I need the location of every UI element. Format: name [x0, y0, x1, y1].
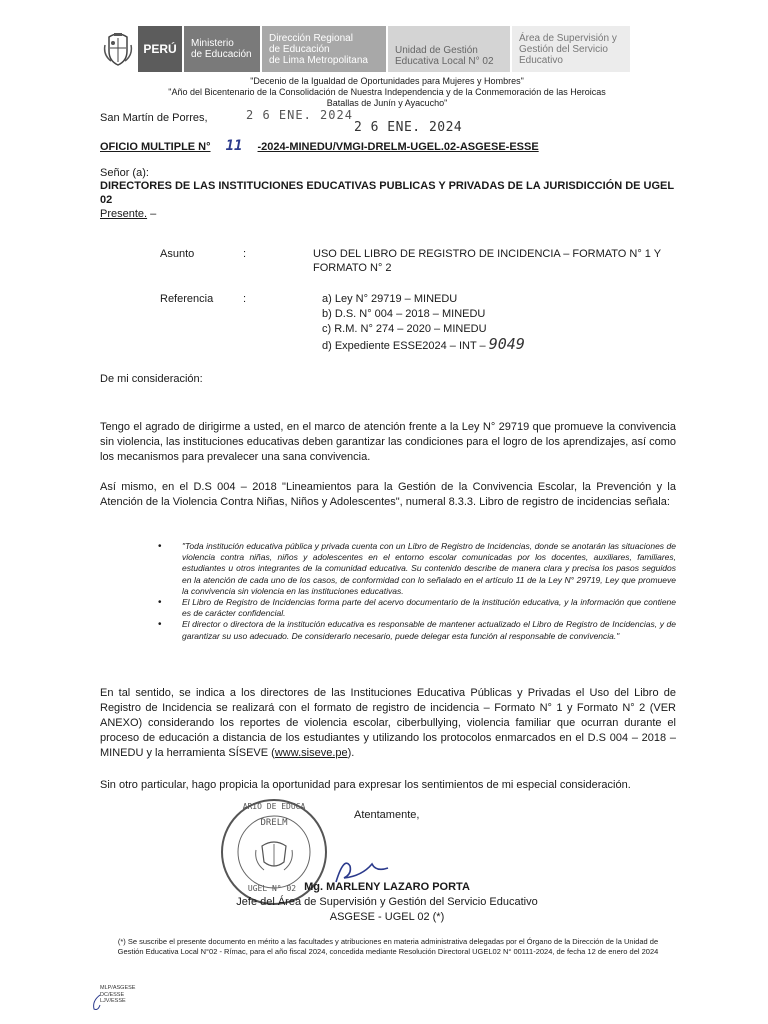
closing: Atentamente,: [354, 809, 420, 821]
asunto-colon: :: [243, 248, 247, 260]
date-stamp: 2 6 ENE. 2024: [354, 120, 463, 135]
asunto-label: Asunto: [160, 248, 195, 260]
peru-block: PERÚ: [136, 26, 182, 72]
seal-mid-text: DRELM: [260, 818, 288, 828]
signer-role: Jefe del Área de Supervisión y Gestión del Servicio Educativo: [236, 896, 538, 908]
paragraph-1: Tengo el agrado de dirigirme a usted, en el marco de atención frente a la Ley N° 29719 que promueve la convivencia sin violencia, las instituciones educativas deben garantizar las condiciones para el logro de los aprendizajes, así como los mecanismos para prevalecer una sana convivencia.: [100, 421, 676, 463]
quote-item: • "Toda institución educativa pública y privada cuenta con un Libro de Registro de Incidencias, donde se anotarán las situaciones de violencia contra niñas, niños y adolescentes en el entorno escolar comunicadas por los docentes, auxiliares, familiares, estudiantes u otros integrantes de la comunidad educativa. Su contenido describe de manera clara y precisa los pasos seguidos en la atención de cada uno de los casos, de conformidad con lo señalado en el artículo 11 de la Ley N° 29719, Ley que promueve la convivencia sin violencia en las instituciones educativas.: [182, 541, 676, 597]
quoted-guidelines: [182, 541, 676, 642]
seal-bottom-text: UGEL N° 02: [247, 884, 297, 893]
anio-text: "Año del Bicentenario de la Consolidación de Nuestra Independencia y de la Conmemoración de las Heroicas Batallas de Junín y Ayacucho": [168, 87, 606, 108]
presente: Presente. –: [100, 208, 157, 220]
seal-top-text: ARIO DE EDUCA: [242, 802, 306, 811]
decenio-text: "Decenio de la Igualdad de Oportunidades para Mujeres y Hombres": [250, 76, 524, 86]
initials: MLP/ASGESE DC/ESSE LJV/ESSE: [100, 985, 136, 1004]
oficio-prefix: OFICIO MULTIPLE N°: [100, 141, 211, 153]
coat-of-arms-icon: [100, 26, 136, 72]
ugel-block: Unidad de Gestión Educativa Local N° 02: [386, 26, 510, 72]
paragraph-4: Sin otro particular, hago propicia la oportunidad para expresar los sentimientos de mi especial consideración.: [100, 779, 631, 791]
signer-name: Mg. MARLENY LAZARO PORTA: [304, 881, 470, 893]
expediente-number: 9049: [488, 335, 525, 353]
quote-item: • El director o directora de la institución educativa es responsable de mantener actualizado el Libro de Registro de Incidencias, y de garantizar su uso adecuado. De considerarlo necesario, puede delegar esta función al responsable de convivencia.": [182, 619, 676, 641]
siseve-link[interactable]: www.siseve.pe: [274, 747, 348, 759]
referencia-item: d) Expediente ESSE2024 – INT – 9049: [322, 335, 525, 353]
referencia-list: [322, 292, 525, 354]
recipient: DIRECTORES DE LAS INSTITUCIONES EDUCATIVAS PUBLICAS Y PRIVADAS DE LA JURISDICCIÓN DE UGEL 02: [100, 180, 674, 206]
referencia-item: c) R.M. N° 274 – 2020 – MINEDU: [322, 323, 487, 335]
salutation: De mi consideración:: [100, 373, 203, 385]
referencia-label: Referencia: [160, 293, 214, 305]
ministerio-block: Ministerio de Educación: [182, 26, 260, 72]
letterhead: [100, 26, 630, 72]
handwritten-date: 2 6 ENE. 2024: [246, 108, 353, 122]
referencia-item: a) Ley N° 29719 – MINEDU: [322, 293, 458, 305]
paragraph-3: En tal sentido, se indica a los directores de las Instituciones Educativa Públicas y Privadas el Uso del Libro de Registro de Incidencia se realizará con el formato de registro de incidencia – Formato N° 1 y Formato N° 2 (VER ANEXO) considerando los reportes de violencia escolar, ciberbullying, violencia familiar que ocurran durante el proceso de educación a distancia de los estudiantes y utilizando los protocolos enmarcados en el D.S 004 – 2018 – MINEDU y la herramienta SÍSEVE (www.siseve.pe).: [100, 687, 676, 759]
oficio-number: 11: [225, 138, 243, 154]
footnote: (*) Se suscribe el presente documento en mérito a las facultades y atribuciones en materia administrativa delegadas por el Órgano de la Dirección de la Unidad de Gestión Educativa Local N°02 - Rímac, para el año fiscal 2024, concedida mediante Resolución Directoral UGEL02 N° 00111-2024, de fecha 12 de enero del 2024: [117, 937, 659, 956]
initials-mark-icon: [90, 993, 104, 1013]
area-block: Área de Supervisión y Gestión del Servicio Educativo: [510, 26, 630, 72]
place-label: San Martín de Porres,: [100, 112, 208, 124]
referencia-item: b) D.S. N° 004 – 2018 – MINEDU: [322, 308, 486, 320]
signer-org: ASGESE - UGEL 02 (*): [329, 911, 445, 923]
oficio-line: [100, 139, 674, 154]
senor-label: Señor (a):: [100, 167, 149, 179]
direccion-block: Dirección Regional de Educación de Lima Metropolitana: [260, 26, 386, 72]
quote-item: • El Libro de Registro de Incidencias forma parte del acervo documentario de la institución educativa, y la información que contiene es de carácter confidencial.: [182, 597, 676, 619]
asunto-text: USO DEL LIBRO DE REGISTRO DE INCIDENCIA – FORMATO N° 1 Y FORMATO N° 2: [313, 248, 661, 274]
paragraph-2: Así mismo, en el D.S 004 – 2018 "Lineamientos para la Gestión de la Convivencia Escolar, la Prevención y la Atención de la Violencia Contra Niñas, Niños y Adolescentes", numeral 8.3.3. Libro de registro de incidencias señala:: [100, 481, 676, 508]
oficio-suffix: -2024-MINEDU/VMGI-DRELM-UGEL.02-ASGESE-ESSE: [257, 141, 539, 153]
referencia-colon: :: [243, 293, 247, 305]
